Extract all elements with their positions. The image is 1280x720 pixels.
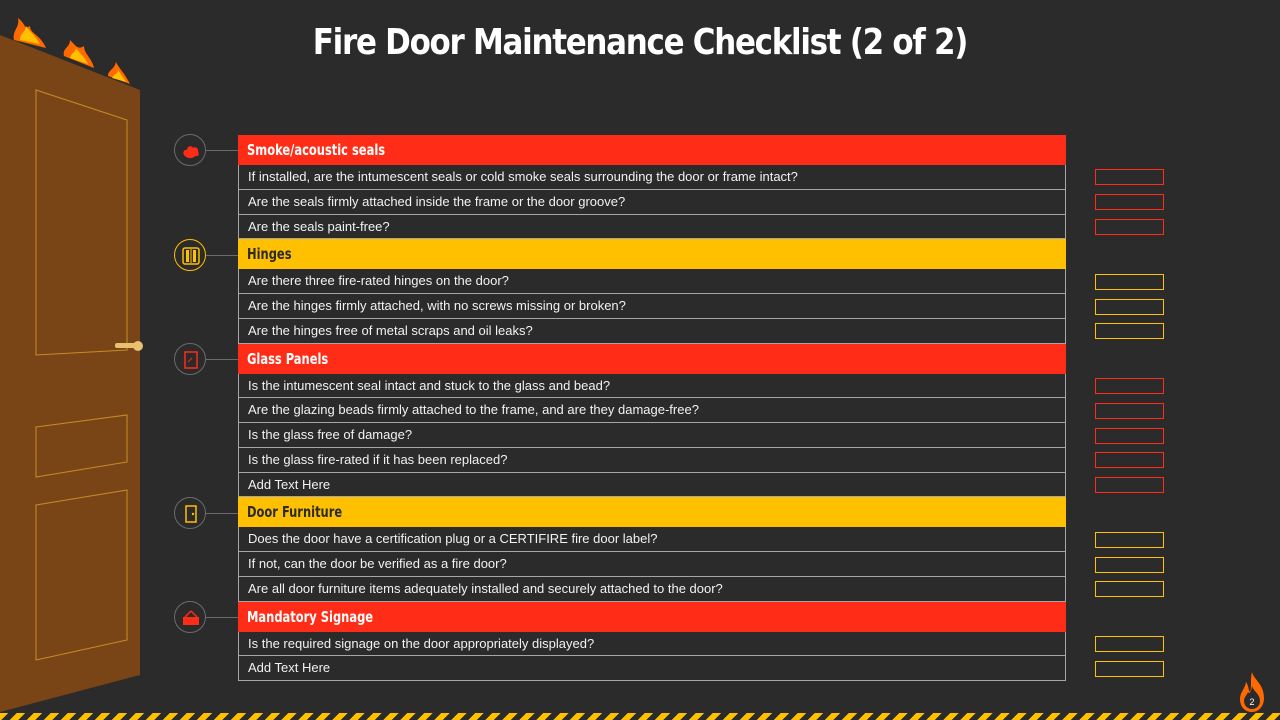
checklist-item: Are the glazing beads firmly attached to the frame, and are they damage-free? [238,398,1066,423]
checkbox[interactable] [1095,194,1164,210]
checkbox[interactable] [1095,532,1164,548]
checklist-item: Are all door furniture items adequately installed and securely attached to the door? [238,577,1066,602]
smoke-seal-icon [174,134,206,166]
section-header-smoke-seals: Smoke/acoustic seals [238,135,1066,165]
page-title: Fire Door Maintenance Checklist (2 of 2) [312,22,968,63]
checklist-item: Is the required signage on the door appropriately displayed? [238,632,1066,657]
checklist-item: Are the seals firmly attached inside the frame or the door groove? [238,190,1066,215]
section-header-door-furniture: Door Furniture [238,497,1066,527]
checkbox[interactable] [1095,477,1164,493]
checkbox[interactable] [1095,557,1164,573]
checkbox[interactable] [1095,219,1164,235]
checkbox[interactable] [1095,661,1164,677]
checklist-item: Is the intumescent seal intact and stuck to the glass and bead? [238,374,1066,399]
door-illustration [0,0,160,720]
section-header-hinges: Hinges [238,239,1066,269]
checklist-item: If installed, are the intumescent seals or cold smoke seals surrounding the door or frame intact? [238,165,1066,190]
flame-logo-icon [1236,670,1268,714]
section-header-mandatory-signage: Mandatory Signage [238,602,1066,632]
checklist-item: Is the glass fire-rated if it has been replaced? [238,448,1066,473]
checklist-item: Add Text Here [238,656,1066,681]
connector-line [206,617,238,618]
checkbox[interactable] [1095,428,1164,444]
connector-line [206,150,238,151]
checkbox[interactable] [1095,274,1164,290]
checklist-item: Are the hinges free of metal scraps and oil leaks? [238,319,1066,344]
page-number: 2 [1249,697,1255,707]
checkbox[interactable] [1095,323,1164,339]
checkbox[interactable] [1095,636,1164,652]
section-header-glass-panels: Glass Panels [238,344,1066,374]
checkbox[interactable] [1095,452,1164,468]
signage-icon [174,601,206,633]
checklist-item: Add Text Here [238,473,1066,498]
checkbox[interactable] [1095,169,1164,185]
connector-line [206,255,238,256]
checklist-item: Are the hinges firmly attached, with no screws missing or broken? [238,294,1066,319]
checkbox[interactable] [1095,378,1164,394]
checklist-item: Does the door have a certification plug or a CERTIFIRE fire door label? [238,527,1066,552]
door-icon [174,497,206,529]
checklist-item: Are there three fire-rated hinges on the door? [238,269,1066,294]
checklist-item: Are the seals paint-free? [238,215,1066,240]
checklist-item: If not, can the door be verified as a fire door? [238,552,1066,577]
checklist-table [238,135,1066,681]
checkbox[interactable] [1095,299,1164,315]
connector-line [206,359,238,360]
hazard-stripe [0,713,1280,720]
checklist-item: Is the glass free of damage? [238,423,1066,448]
checkbox[interactable] [1095,581,1164,597]
hinge-icon [174,239,206,271]
connector-line [206,513,238,514]
checkbox[interactable] [1095,403,1164,419]
glass-panel-icon [174,343,206,375]
